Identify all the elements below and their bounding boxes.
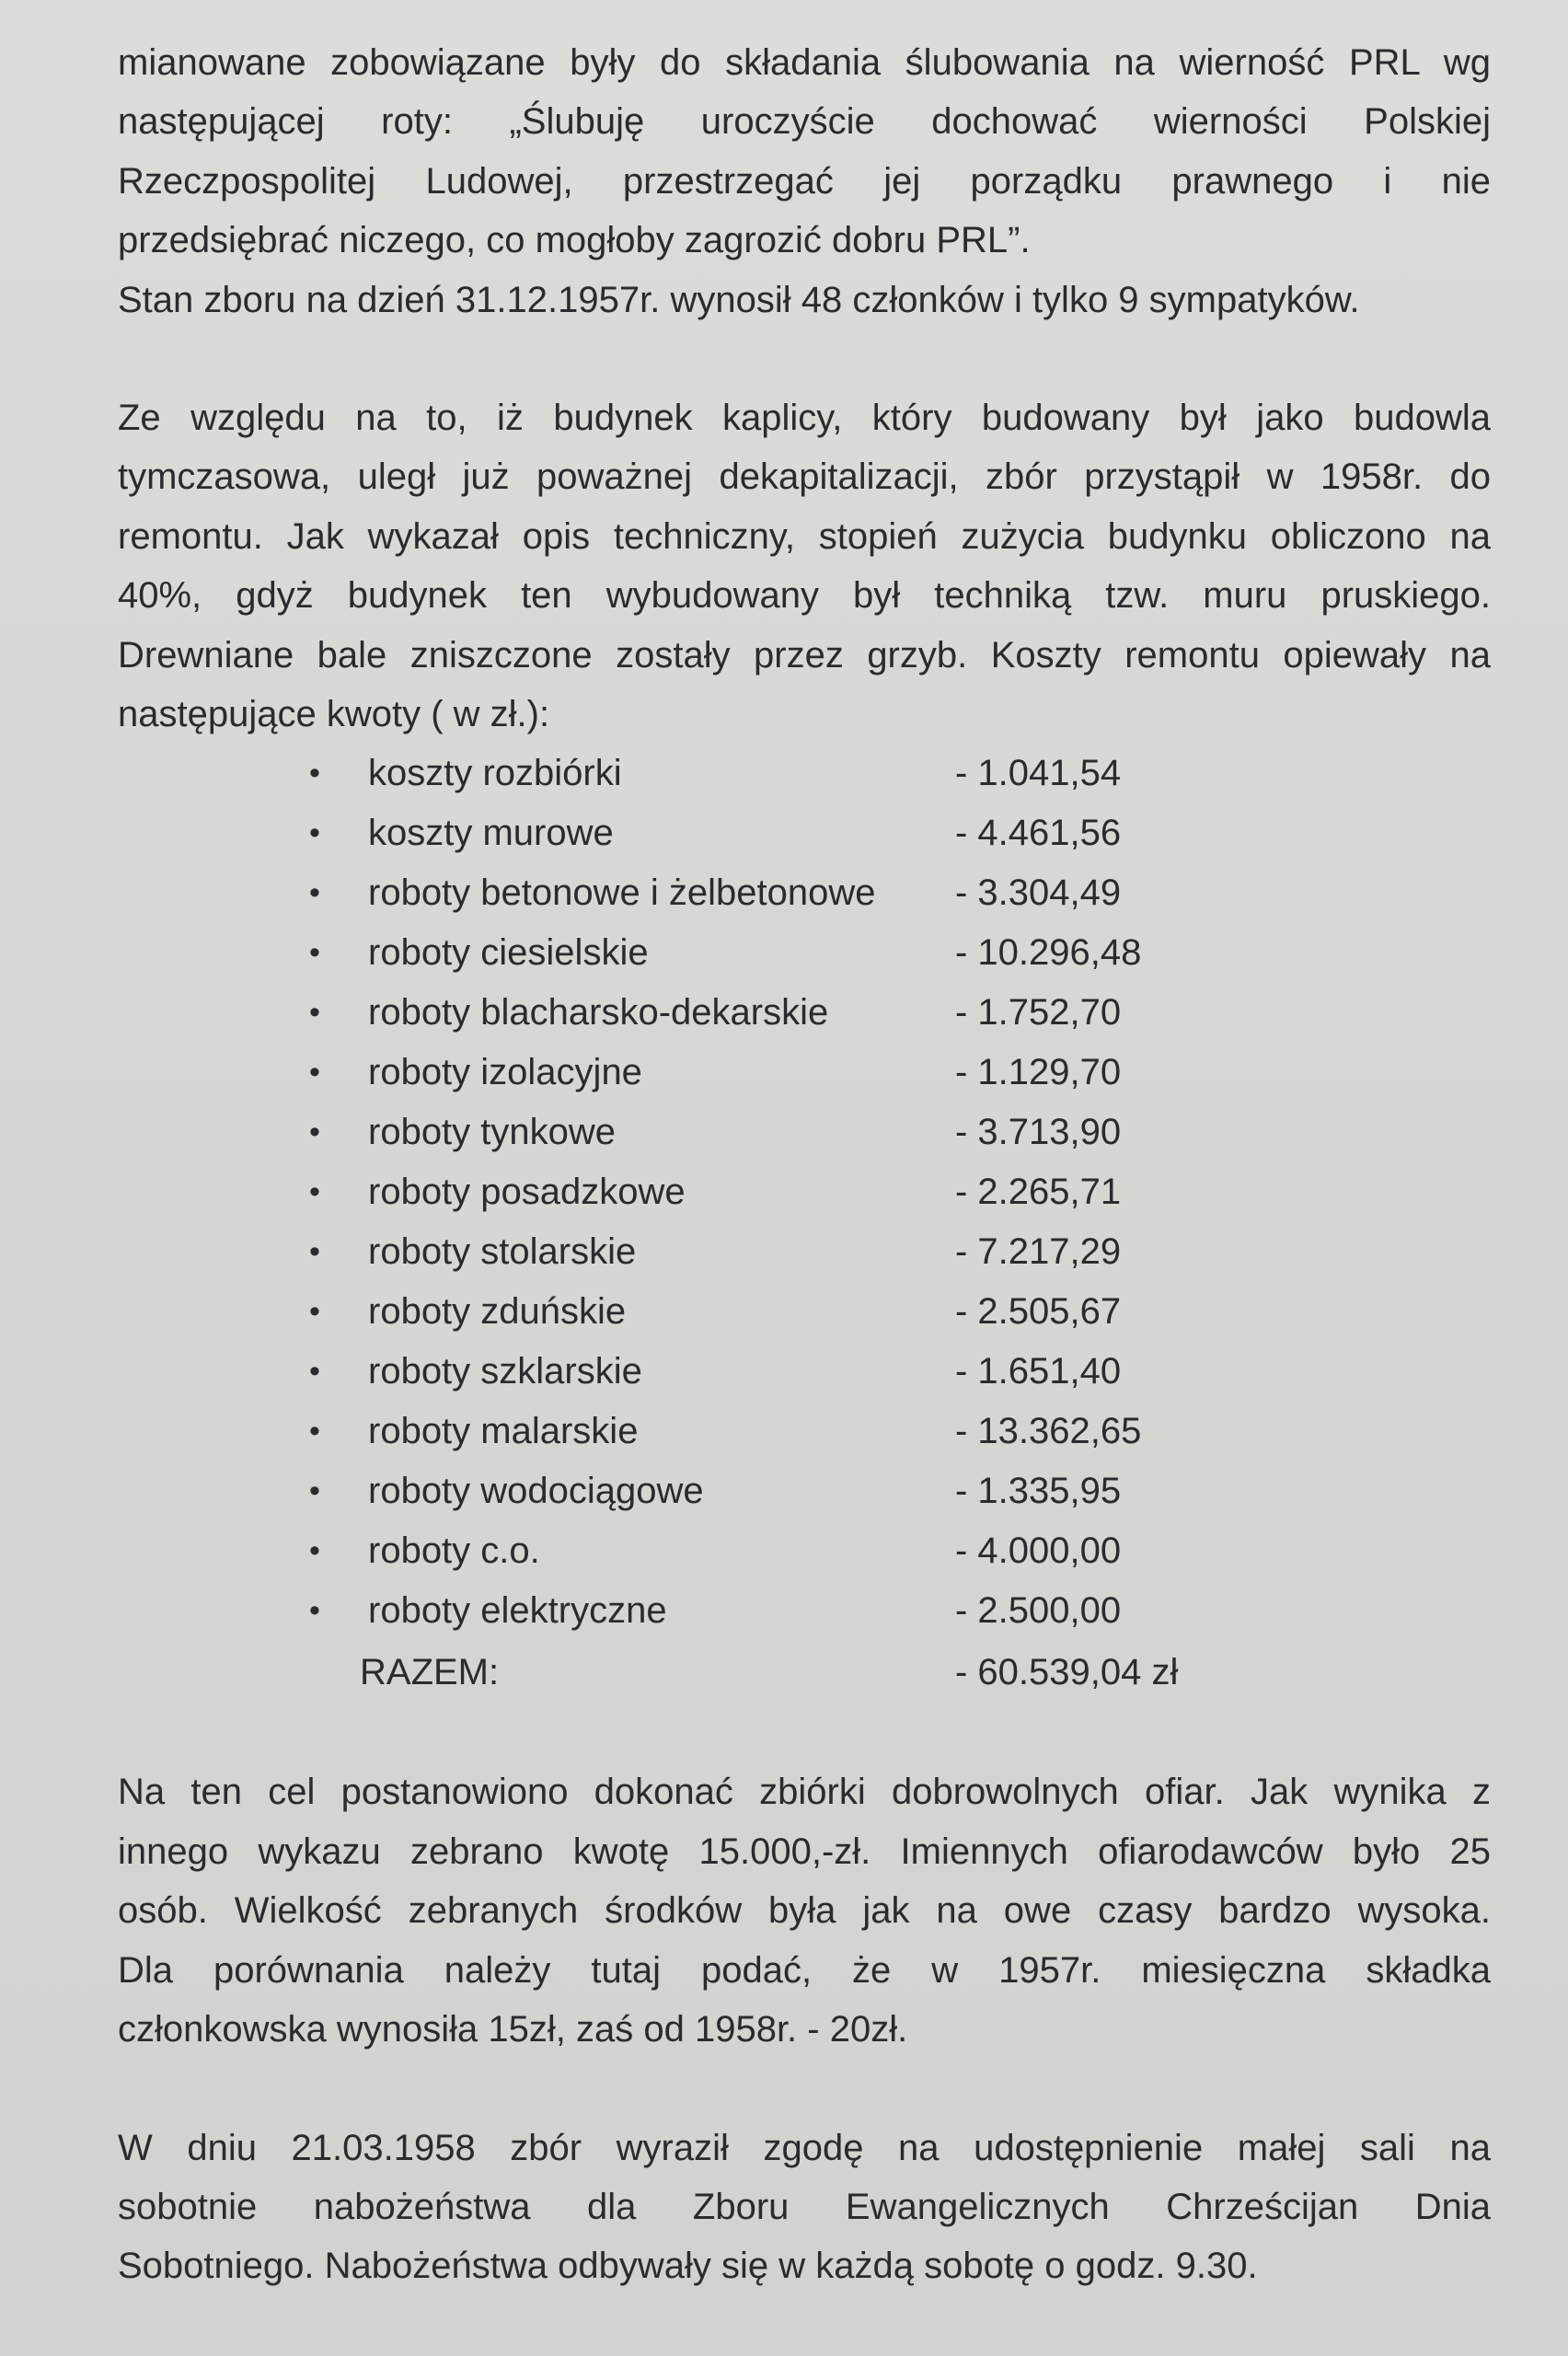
total-label: RAZEM: [360,1652,500,1693]
total-amount: - 60.539,04 zł [955,1652,1179,1693]
cost-item-amount: - 2.505,67 [955,1291,1122,1333]
bullet-icon: • [309,815,320,851]
document-body [118,33,1491,2296]
cost-item-label: roboty ciesielskie [368,932,649,974]
cost-item-label: roboty izolacyjne [368,1052,642,1093]
cost-item-amount: - 2.500,00 [955,1590,1122,1632]
bullet-icon: • [309,1593,320,1629]
cost-item-label: roboty szklarskie [368,1351,642,1392]
paragraph-gap [118,329,1491,388]
text-line: Sobotniego. Nabożeństwa odbywały się w każdą sobotę o godz. 9.30. [118,2246,1258,2287]
text-line: innego wykazu zebrano kwotę 15.000,-zł. Imiennych ofiarodawców było 25 [118,1831,1491,1872]
cost-item-amount: - 1.651,40 [955,1351,1122,1392]
cost-item-amount: - 2.265,71 [955,1172,1122,1213]
text-line: Drewniane bale zniszczone zostały przez grzyb. Koszty remontu opiewały na [118,634,1491,676]
paragraph-slubowanie [118,33,1491,329]
cost-item-label: koszty rozbiórki [368,753,622,794]
text-line: następującej roty: „Ślubuję uroczyście dochować wierności Polskiej [118,101,1491,143]
cost-item-amount: - 4.000,00 [955,1530,1122,1572]
cost-item [118,983,1491,1043]
bullet-icon: • [309,1414,320,1449]
text-line: członkowska wynosiła 15zł, zaś od 1958r. - 20zł. [118,2009,908,2050]
bullet-icon: • [309,995,320,1031]
text-line: tymczasowa, uległ już poważnej dekapitalizacji, zbór przystąpił w 1958r. do [118,456,1491,498]
paragraph-gap [118,1703,1491,1762]
cost-item-label: roboty blacharsko-dekarskie [368,992,829,1034]
cost-item-amount: - 10.296,48 [955,932,1142,974]
cost-item-label: roboty malarskie [368,1411,639,1452]
cost-item [118,1402,1491,1461]
cost-item [118,744,1491,803]
cost-item-amount: - 1.335,95 [955,1471,1122,1512]
bullet-icon: • [309,1294,320,1330]
cost-item [118,1342,1491,1402]
cost-item-amount: - 1.752,70 [955,992,1122,1034]
cost-item [118,1162,1491,1222]
cost-item-label: roboty wodociągowe [368,1471,704,1512]
cost-item-amount: - 4.461,56 [955,813,1122,854]
paragraph-remont [118,388,1491,744]
cost-item-label: roboty elektryczne [368,1590,667,1632]
bullet-icon: • [309,756,320,791]
cost-item [118,803,1491,863]
cost-item-amount: - 1.129,70 [955,1052,1122,1093]
cost-item [118,1043,1491,1103]
text-line: przedsiębrać niczego, co mogłoby zagrozić dobru PRL”. [118,220,1031,261]
text-line: Na ten cel postanowiono dokonać zbiórki dobrowolnych ofiar. Jak wynika z [118,1772,1491,1813]
bullet-icon: • [309,1114,320,1150]
paragraph-sala [118,2119,1491,2296]
cost-item-label: roboty stolarskie [368,1231,637,1273]
cost-item [118,1521,1491,1581]
cost-item-label: roboty zduńskie [368,1291,627,1333]
text-line: W dniu 21.03.1958 zbór wyraził zgodę na udostępnienie małej sali na [118,2127,1491,2168]
cost-item-amount: - 3.304,49 [955,872,1122,914]
text-line: Rzeczpospolitej Ludowej, przestrzegać jej porządku prawnego i nie [118,160,1491,202]
cost-item-label: roboty betonowe i żelbetonowe [368,872,876,914]
bullet-icon: • [309,1354,320,1390]
cost-list [118,744,1491,1641]
paragraph-ofiary [118,1762,1491,2059]
cost-item [118,1461,1491,1521]
text-line: remontu. Jak wykazał opis techniczny, stopień zużycia budynku obliczono na [118,515,1491,557]
bullet-icon: • [309,1174,320,1210]
cost-item [118,863,1491,923]
bullet-icon: • [309,1055,320,1091]
cost-item-amount: - 7.217,29 [955,1231,1122,1273]
cost-item [118,1282,1491,1342]
text-line: sobotnie nabożeństwa dla Zboru Ewangelicznych Chrześcijan Dnia [118,2186,1491,2227]
text-line: 40%, gdyż budynek ten wybudowany był techniką tzw. muru pruskiego. [118,575,1491,617]
cost-item-amount: - 1.041,54 [955,753,1122,794]
cost-item-label: roboty c.o. [368,1530,540,1572]
text-line: osób. Wielkość zebranych środków była jak na owe czasy bardzo wysoka. [118,1890,1491,1932]
cost-item-label: roboty tynkowe [368,1112,617,1153]
bullet-icon: • [309,1473,320,1509]
bullet-icon: • [309,875,320,911]
bullet-icon: • [309,935,320,971]
text-line: Stan zboru na dzień 31.12.1957r. wynosił 48 członków i tylko 9 sympatyków. [118,279,1360,320]
cost-item-amount: - 3.713,90 [955,1112,1122,1153]
cost-item [118,923,1491,983]
bullet-icon: • [309,1533,320,1569]
bullet-icon: • [309,1234,320,1270]
total-row [118,1641,1491,1703]
cost-item-label: roboty posadzkowe [368,1172,686,1213]
text-line: następujące kwoty ( w zł.): [118,694,550,735]
paragraph-gap [118,2060,1491,2119]
cost-item [118,1103,1491,1162]
text-line: Ze względu na to, iż budynek kaplicy, który budowany był jako budowla [118,398,1491,439]
text-line: Dla porównania należy tutaj podać, że w 1957r. miesięczna składka [118,1949,1491,1991]
cost-item [118,1222,1491,1282]
cost-item-amount: - 13.362,65 [955,1411,1142,1452]
text-line: mianowane zobowiązane były do składania ślubowania na wierność PRL wg [118,42,1491,83]
cost-item [118,1581,1491,1641]
cost-item-label: koszty murowe [368,813,614,854]
